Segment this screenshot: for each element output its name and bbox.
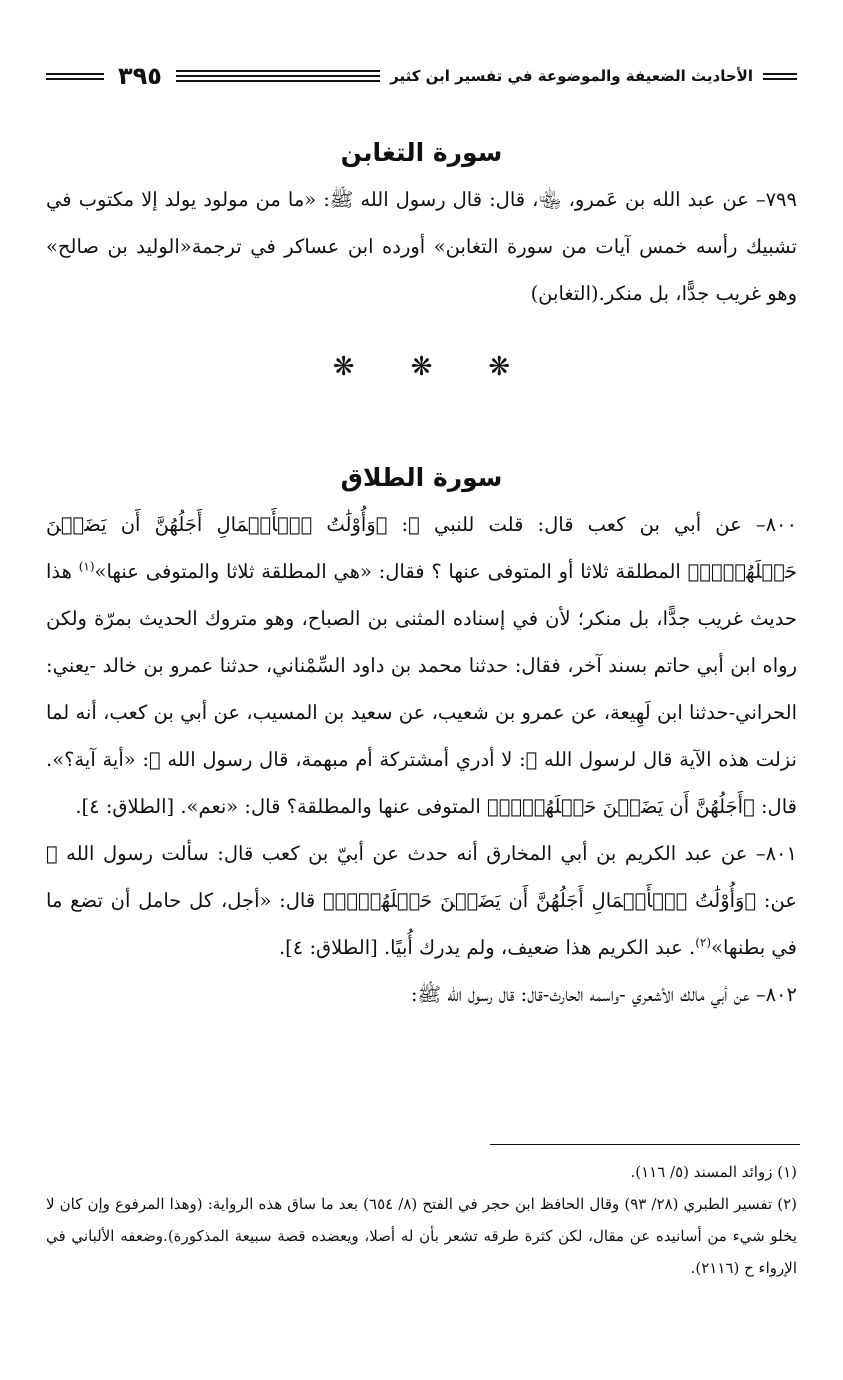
hadith-801 <box>46 830 797 971</box>
footnotes <box>46 1156 797 1284</box>
sura-title-talaq: سورة الطلاق <box>340 463 503 492</box>
footnote-mark-2: (٢) <box>695 935 712 950</box>
page-number: ٣٩٥ <box>118 62 162 90</box>
hadith-800 <box>46 501 797 830</box>
hadith-801-commentary: . عبد الكريم هذا ضعيف، ولم يدرك أُبيًا. [الطلاق: ٤]. <box>278 936 696 959</box>
header-rule-right <box>763 68 797 84</box>
hadith-800-commentary: هذا حديث غريب جدًّا، بل منكر؛ لأن في إسناده المثنى بن الصباح، وهو متروك الحديث بمرّة ولكن رواه ابن أبي حاتم بسند آخر، فقال: حدثنا محمد بن داود السِّمْناني، حدثنا عمرو بن خالد -يعني: الحراني-حدثنا ابن لَهِيعة، عن عمرو بن شعيب، عن سعيد بن المسيب، عن أبي بن كعب، أنه لما نزلت هذه الآية قال لرسول الله ﷺ: لا أدري أمشتركة أم مبهمة، قال رسول الله ﷺ: «أية آية؟». قال: ﴿أَجَلُهُنَّ أَن يَضَعۡنَ حَمۡلَهُنَّۚ﴾ المتوفى عنها والمطلقة؟ قال: «نعم». [الطلاق: ٤]. <box>46 560 797 818</box>
footnote-separator <box>490 1144 800 1145</box>
header-rule-middle <box>176 68 380 84</box>
footnote-mark-1: (١) <box>78 559 95 574</box>
star-ornament-icon: ❋ <box>332 352 355 382</box>
hadith-802: ٨٠٢– عن أبي مالك الأشعري -واسمه الحارث-قال: قال رسول الله ﷺ: <box>410 983 797 1006</box>
footnote-1: (١) زوائد المسند (٥/ ١١٦). <box>630 1163 797 1181</box>
sura-title-taghabun: سورة التغابن <box>340 138 503 167</box>
star-ornament-icon: ❋ <box>410 352 433 382</box>
footnote-2: (٢) تفسير الطبري (٢٨/ ٩٣) وقال الحافظ ابن حجر في الفتح (٨/ ٦٥٤) بعد ما ساق هذه الرواية: (وهذا المرفوع وإن كان لا يخلو شيء من أسانيده عن مقال، لكن كثرة طرقه تشعر بأن له أصلا، ويعضده قصة سبيعة المذكورة).وضعفه الألباني في الإرواء ح (٢١١٦). <box>46 1195 797 1277</box>
header-rule-left <box>46 68 104 84</box>
star-ornament-icon: ❋ <box>488 352 511 382</box>
main-text <box>46 130 797 1018</box>
running-header <box>46 58 797 94</box>
hadith-799: ٧٩٩– عن عبد الله بن عَمرو، ﵄، قال: قال رسول الله ﷺ: «ما من مولود يولد إلا مكتوب في تشبيك رأسه خمس آيات من سورة التغابن» أورده ابن عساكر في ترجمة«الوليد بن صالح» وهو غريب جدًّا، بل منكر.(التغابن) <box>46 188 797 305</box>
hadith-801-text: ٨٠١– عن عبد الكريم بن أبي المخارق أنه حدث عن أبيّ بن كعب قال: سألت رسول الله ﷺ عن: ﴿وَأُوْلَٰتُ ٱلۡأَحۡمَالِ أَجَلُهُنَّ أَن يَضَعۡنَ حَمۡلَهُنَّۚ﴾ قال: «أجل، كل حامل أن تضع ما في بطنها» <box>46 842 797 959</box>
running-header-title: الأحاديث الضعيفة والموضوعة في تفسير ابن كثير <box>390 67 753 85</box>
hadith-800-text: ٨٠٠– عن أبي بن كعب قال: قلت للنبي ﷺ: ﴿وَأُوْلَٰتُ ٱلۡأَحۡمَالِ أَجَلُهُنَّ أَن يَضَعۡنَ حَمۡلَهُنَّۚ﴾ المطلقة ثلاثا أو المتوفى عنها ؟ فقال: «هي المطلقة ثلاثا والمتوفى عنها» <box>46 513 797 583</box>
section-divider-stars <box>46 337 797 397</box>
